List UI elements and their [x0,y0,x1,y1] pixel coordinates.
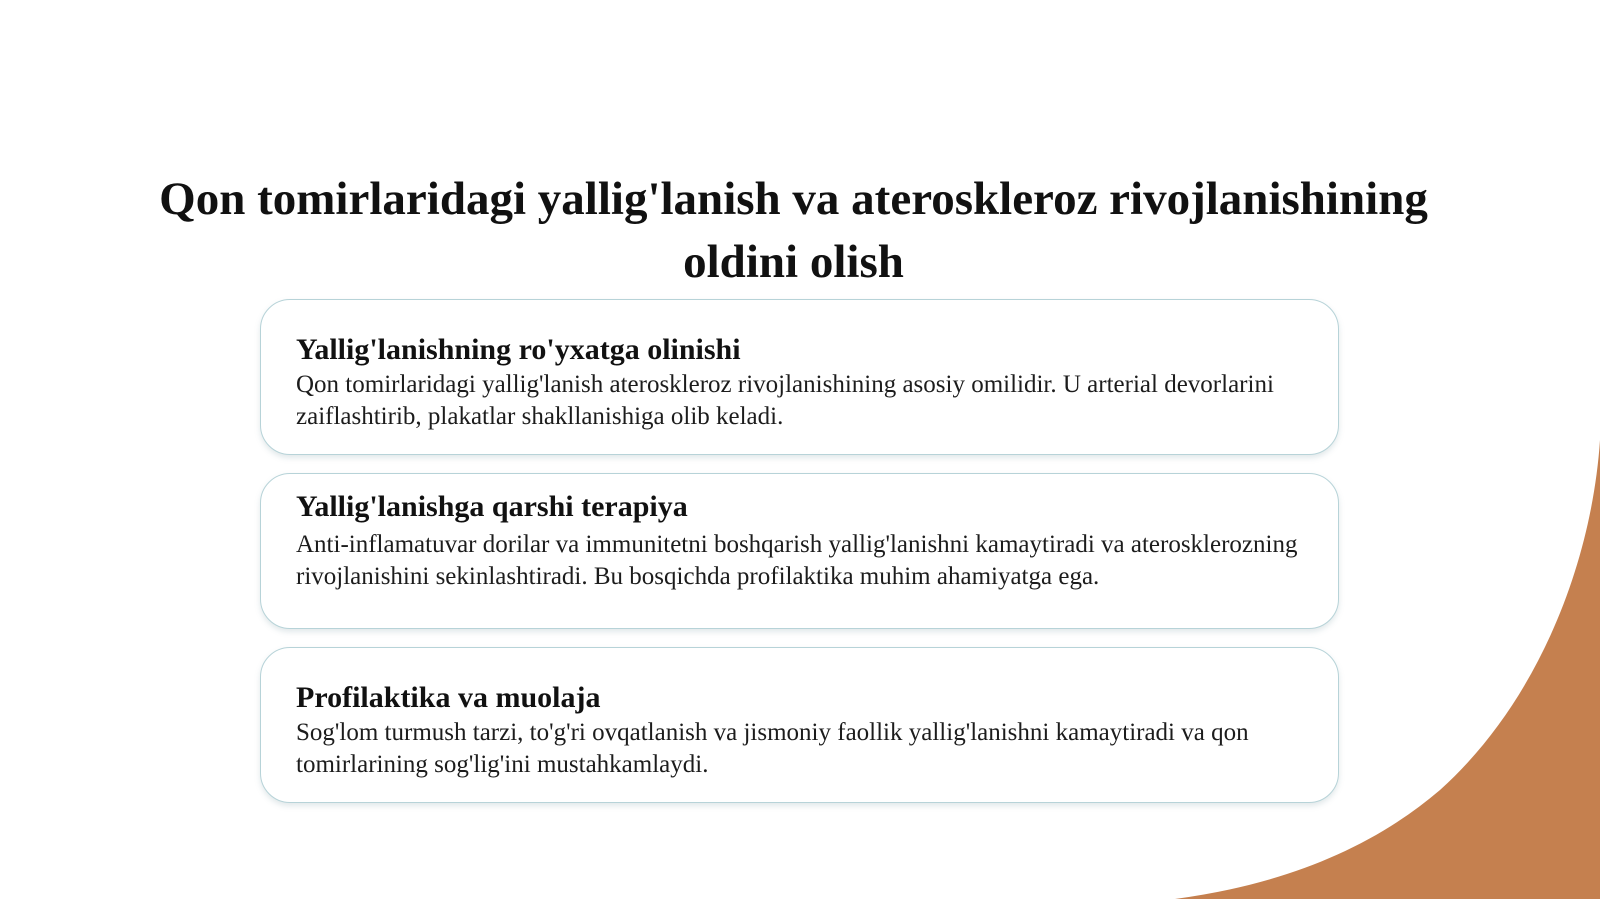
card-text: Qon tomirlaridagi yallig'lanish ateroskleroz rivojlanishining asosiy omilidir. U arterial devorlarini zaiflashtirib, plakatlar shakllanishiga olib keladi. [296,371,1274,430]
card-text: Sog'lom turmush tarzi, to'g'ri ovqatlanish va jismoniy faollik yallig'lanishni kamaytiradi va qon tomirlarining sog'lig'ini mustahkamlaydi. [296,719,1249,778]
card-heading: Yallig'lanishga qarshi terapiya [296,490,688,523]
card-heading: Yallig'lanishning ro'yxatga olinishi [296,333,741,366]
info-card-prevention [260,647,1339,803]
slide-title: Qon tomirlaridagi yallig'lanish va ateroskleroz rivojlanishining oldini olish [159,173,1428,288]
card-text: Anti-inflamatuvar dorilar va immunitetni boshqarish yallig'lanishni kamaytiradi va aterosklerozning rivojlanishini sekinlashtiradi. Bu bosqichda profilaktika muhim ahamiyatga ega. [296,531,1298,590]
info-card-therapy [260,473,1339,629]
info-card-registration [260,299,1339,455]
card-heading: Profilaktika va muolaja [296,681,601,714]
